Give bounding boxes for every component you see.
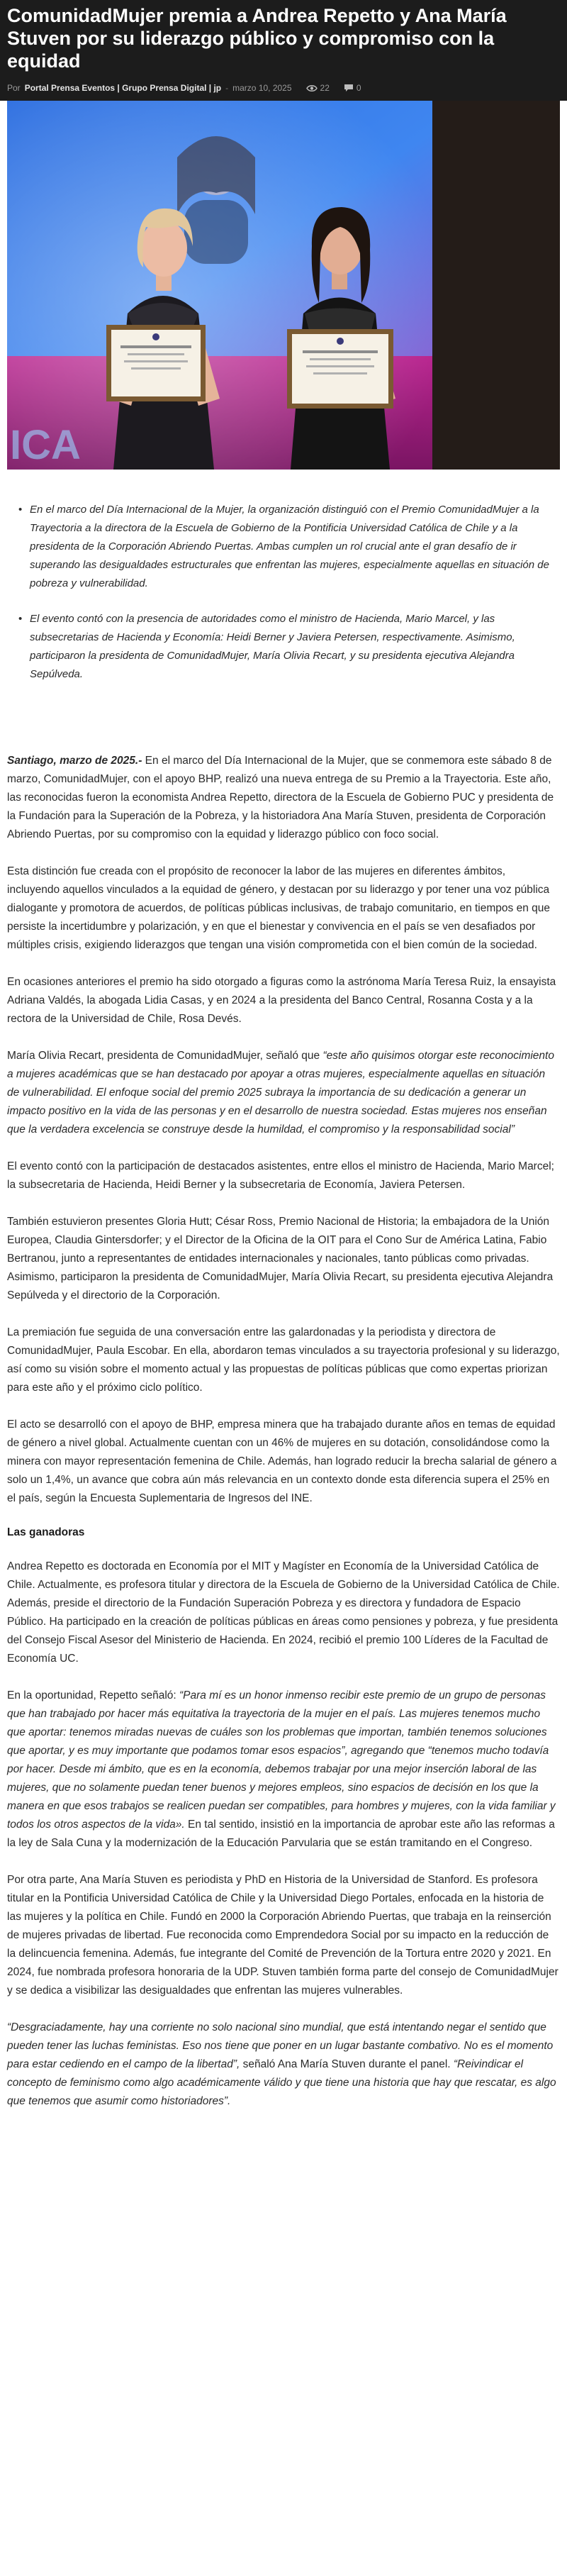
paragraph-10	[7, 1687, 560, 1853]
stuven-quote-1: “Desgraciadamente, hay una corriente no solo nacional sino mundial, que está intentando negar el sentido que pueden tener las luchas feministas. Eso nos tiene que poner en un lugar bastante combativo. No es el momento para estar cediendo en el campo de la libertad”,	[7, 2021, 554, 2070]
paragraph-10-end: En tal sentido, insistió en la importancia de aprobar este año las reformas a la ley de Sala Cuna y la modernización de la Educación Parvularia que se están tramitando en el Congreso.	[7, 1819, 555, 1849]
article-body	[0, 501, 567, 2111]
author-link[interactable]: Portal Prensa Eventos | Grupo Prensa Digital | jp	[24, 83, 222, 93]
paragraph-5: El evento contó con la participación de destacados asistentes, entre ellos el ministro de Hacienda, Mario Marcel; la subsecretaria de Hacienda, Heidi Berner y la subsecretaria de Economía, Javiera Petersen.	[7, 1160, 554, 1191]
dateline: Santiago, marzo de 2025.-	[7, 755, 142, 767]
diploma-left	[106, 325, 206, 401]
article-title: ComunidadMujer premia a Andrea Repetto y Ana María Stuven por su liderazgo público y compromiso con la equidad	[7, 5, 507, 72]
paragraph-4	[7, 1047, 560, 1139]
paragraph-11: Por otra parte, Ana María Stuven es periodista y PhD en Historia de la Universidad de Stanford. Es profesora titular en la Pontificia Universidad Católica de Chile y la Universidad Diego Portales, enfocada en la historia de las mujeres y la política en Chile. Fundó en 2000 la Corporación Abriendo Puertas, que trabaja en la reinserción de mujeres privadas de libertad. Fue reconocida como Emprendedora Social por su impacto en la reducción de la delincuencia femenina. Además, fue integrante del Comité de Prevención de la Tortura entre 2020 y 2021. En 2024, fue nombrada profesora honoraria de la UDP. Stuven también forma parte del consejo de ComunidadMujer y se dedica a visibilizar las desigualdades que enfrentan las mujeres vulnerables.	[7, 1874, 558, 1997]
article-header	[0, 0, 567, 101]
by-label: Por	[7, 83, 21, 93]
paragraph-6: También estuvieron presentes Gloria Hutt; César Ross, Premio Nacional de Historia; la embajadora de la Unión Europea, Claudia Gintersdorfer; y el Director de la Oficina de la OIT para el Cono Sur de América Latina, Fabio Bertranou, junto a representantes de entidades internacionales y nacionales, tanto públicas como privadas. Asimismo, participaron la presidenta de ComunidadMujer, María Olivia Recart, su presidenta ejecutiva Alejandra Sepúlveda y el directorio de la Corporación.	[7, 1216, 554, 1301]
hero-photo	[7, 101, 560, 470]
article-meta	[7, 83, 560, 93]
paragraph-2: Esta distinción fue creada con el propósito de reconocer la labor de las mujeres en diferentes ámbitos, incluyendo aquellos vinculados a la equidad de género, y destacan por su liderazgo y por tener una voz pública dialogante y promotora de acuerdos, de políticas públicas inclusivas, de trabajo comunitario, en tiempos en que persiste la incertidumbre y polarización, y en que el bienestar y convivencia en el país se ven desafiados por múltiples crisis, exigiendo liderazgos que tengan una visión comprometida con el bien común de la sociedad.	[7, 865, 550, 951]
screen-logo-text: ICA	[10, 422, 81, 468]
comments-stat[interactable]	[344, 83, 361, 93]
summary-item: • El evento contó con la presencia de autoridades como el ministro de Hacienda, Mario Marcel, y las subsecretarias de Hacienda y Economía: Heidi Berner y Javiera Petersen, respectivamente. Asimismo, participaron la presidenta de ComunidadMujer, María Olivia Recart, y su presidenta ejecutiva Alejandra Sepúlveda.	[21, 610, 550, 684]
stuven-quote-2: “Reivindicar el concepto de feminismo como algo académicamente válido y que tiene una historia que hay que rescatar, es algo que tenemos que asumir como historiadores”.	[7, 2058, 556, 2107]
meta-separator: -	[225, 83, 229, 93]
paragraph-4-intro: María Olivia Recart, presidenta de ComunidadMujer, señaló que	[7, 1050, 323, 1062]
views-count: 22	[320, 83, 330, 93]
repetto-quote: “Para mí es un honor inmenso recibir este premio de un grupo de personas que han trabajado por hacer más equitativa la trayectoria de la mujer en el país. Las mujeres tenemos mucho que aportar: tenemos miradas nuevas de cuáles son los problemas que importan, también tenemos soluciones que aportar, y es muy importante que podamos tomar esos espacios”, agregando que “tenemos mucho todavía por hacer. Desde mi ámbito, que es en la economía, debemos trabajar por una mejor inserción laboral de las mujeres, que no solamente puedan tener buenos y mejores empleos, sino espacios de decisión en los que la manera en que esos trabajos se realicen puedan ser compatibles, para hombres y mujeres, con la vida familiar y todos los otros aspectos de la vida».	[7, 1689, 556, 1831]
summary-list	[21, 501, 550, 684]
comments-count: 0	[356, 83, 361, 93]
views-stat	[306, 83, 330, 93]
paragraph-12	[7, 2019, 560, 2111]
paragraph-10-intro: En la oportunidad, Repetto señaló:	[7, 1689, 180, 1701]
summary-item: • En el marco del Día Internacional de la Mujer, la organización distinguió con el Premio ComunidadMujer a la Trayectoria a la directora de la Escuela de Gobierno de la Pontificia Universidad Católica de Chile y a la presidenta de la Corporación Abriendo Puertas. Ambas cumplen un rol crucial ante el gran desafío de ir superando las desigualdades estructurales que enfrentan las mujeres, especialmente aquellas en situación de pobreza y vulnerabilidad.	[21, 501, 550, 593]
diploma-right	[287, 329, 393, 409]
recart-quote: “este año quisimos otorgar este reconocimiento a mujeres académicas que se han destacado por apoyar a otras mujeres, especialmente aquellas en situación de vulnerabilidad. El enfoque social del premio 2025 subraya la importancia de su dedicación a generar un impacto positivo en la vida de las personas y en el desarrollo de nuestra sociedad. Estas mujeres nos enseñan que la verdadera excelencia se construye desde la humildad, el compromiso y la responsabilidad social”	[7, 1050, 554, 1136]
paragraph-7: La premiación fue seguida de una conversación entre las galardonadas y la periodista y directora de ComunidadMujer, Paula Escobar. En ella, abordaron temas vinculados a su trayectoria profesional y su liderazgo, así como su visión sobre el momento actual y las propuestas de políticas públicas que como expertas priorizan para este año y el próximo ciclo político.	[7, 1326, 560, 1394]
eye-icon	[306, 84, 318, 92]
paragraph-3: En ocasiones anteriores el premio ha sido otorgado a figuras como la astrónoma María Teresa Ruiz, la ensayista Adriana Valdés, la abogada Lidia Casas, y en 2024 a la presidenta del Banco Central, Rosanna Costa y a la rectora de la Universidad de Chile, Rosa Devés.	[7, 976, 556, 1025]
paragraph-9: Andrea Repetto es doctorada en Economía por el MIT y Magíster en Economía de la Universidad Católica de Chile. Actualmente, es profesora titular y directora de la Escuela de Gobierno de la Universidad Católica de Chile. Además, preside el directorio de la Fundación Superación Pobreza y es directora y fundadora de Espacio Público. Ha participado en la creación de políticas públicas en áreas como pensiones y pobreza, y fue presidenta del Consejo Fiscal Asesor del Ministerio de Hacienda. En 2024, recibió el premio 100 Líderes de la Facultad de Economía UC.	[7, 1560, 560, 1665]
section-title: Las ganadoras	[7, 1526, 85, 1538]
comment-icon	[344, 84, 354, 92]
hero-illustration	[7, 101, 560, 470]
paragraph-12-mid: señaló Ana María Stuven durante el panel.	[240, 2058, 454, 2070]
paragraph-1-text: En el marco del Día Internacional de la Mujer, que se conmemora este sábado 8 de marzo, ComunidadMujer, con el apoyo BHP, realizó una nueva entrega de su Premio a la Trayectoria. Este año, las reconocidas fueron la economista Andrea Repetto, directora de la Escuela de Gobierno PUC y presidenta de la Fundación para la Superación de la Pobreza, y la historiadora Ana María Stuven, presidenta de Corporación Abriendo Puertas, por su compromiso con la equidad y liderazgo público con foco social.	[7, 755, 554, 840]
paragraph-8: El acto se desarrolló con el apoyo de BHP, empresa minera que ha trabajado durante años en temas de equidad de género a nivel global. Actualmente cuentan con un 46% de mujeres en su dotación, consolidándose como la minera con mayor representación femenina de Chile. Además, han logrado reducir la brecha salarial de género a solo un 1,4%, un avance que cobra aún más relevancia en un contexto donde esta diferencia supera el 25% en el país, según la Encuesta Suplementaria de Ingresos del INE.	[7, 1419, 557, 1504]
paragraph-1	[7, 752, 560, 844]
publish-date: marzo 10, 2025	[232, 83, 292, 93]
